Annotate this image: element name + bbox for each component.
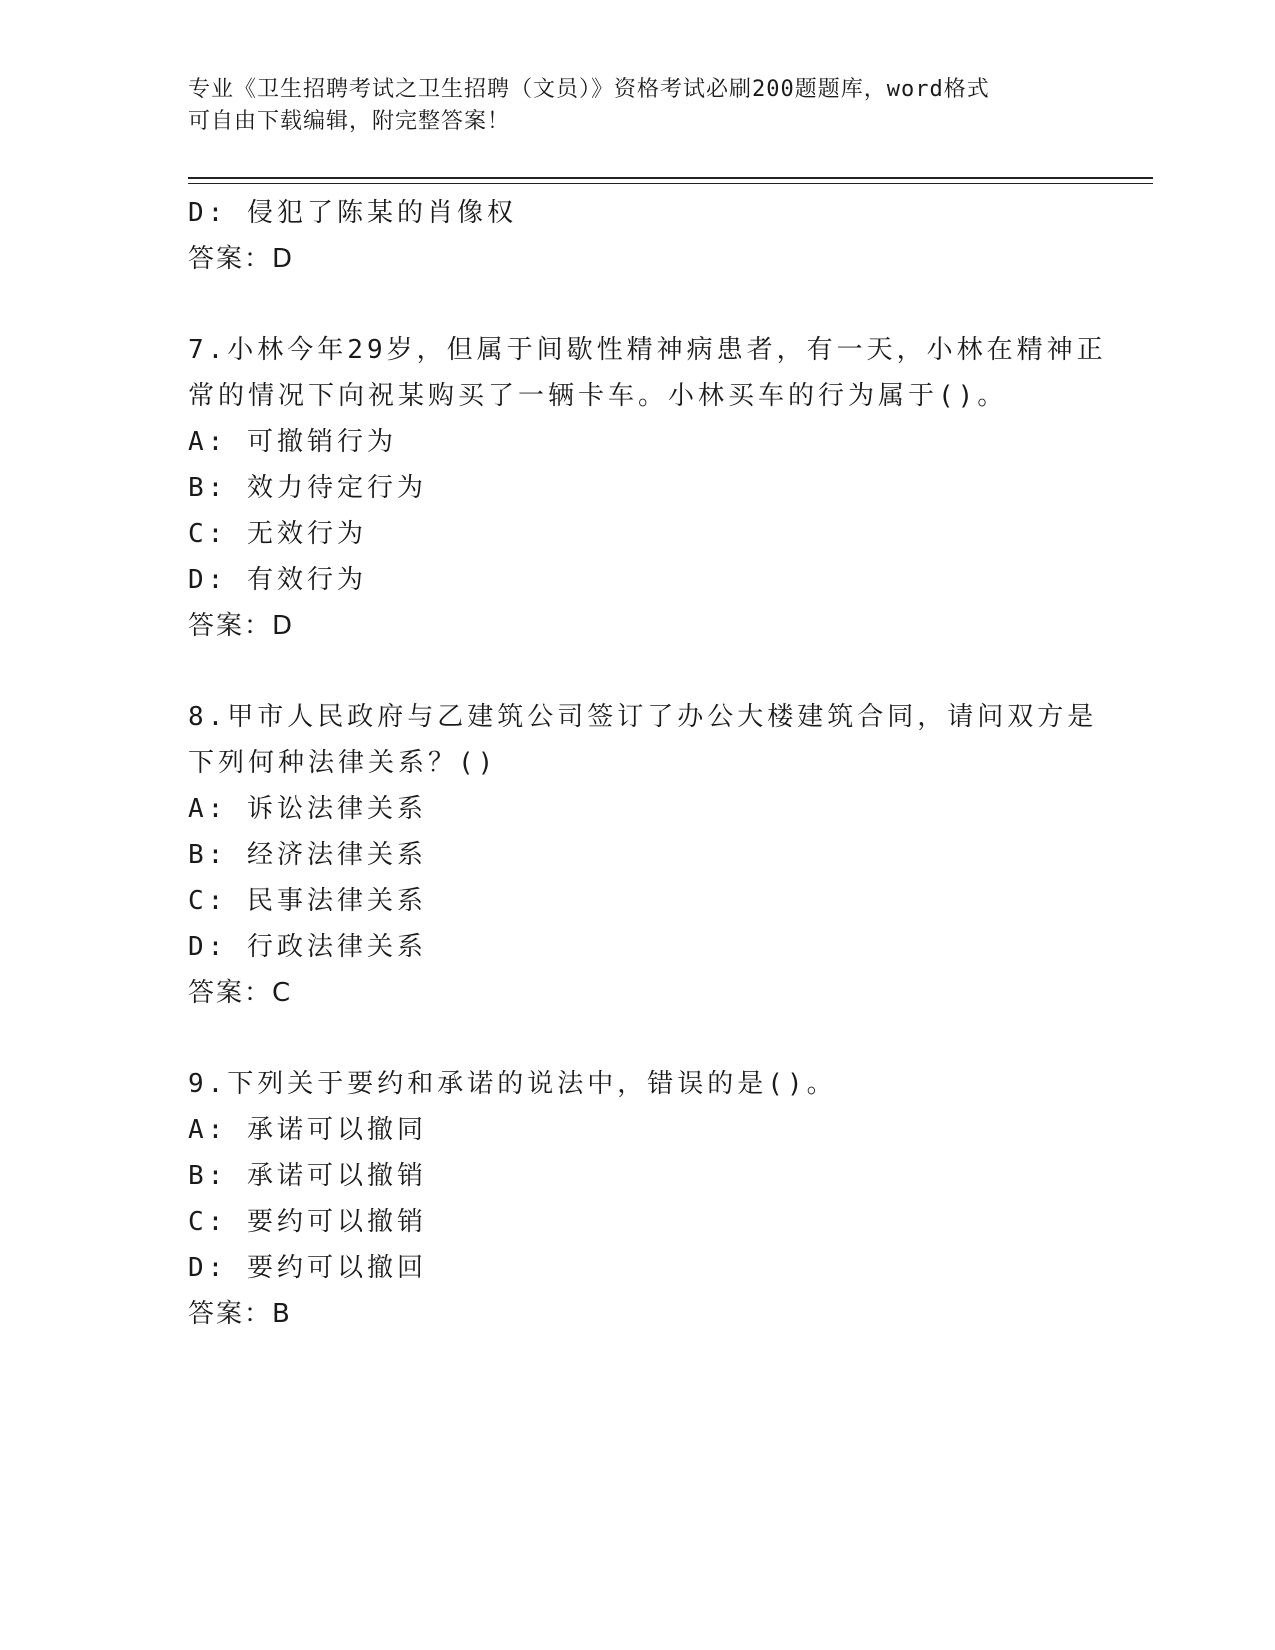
question-stem: 下列何种法律关系？(): [188, 748, 498, 778]
spacer: [188, 649, 1088, 694]
option-d: D: 行政法律关系: [188, 932, 427, 962]
header-rule-thick: [188, 177, 1153, 179]
answer-label: 答案：C: [188, 978, 293, 1008]
header-line-1: 专业《卫生招聘考试之卫生招聘（文员）》资格考试必刷200题题库，word格式: [188, 77, 990, 102]
option-c: C: 无效行为: [188, 519, 367, 549]
document-header: [188, 74, 1088, 138]
spacer: [188, 282, 1088, 327]
option-a: A: 可撤销行为: [188, 427, 397, 457]
option-d: D: 有效行为: [188, 565, 367, 595]
option-d: D: 要约可以撤回: [188, 1253, 427, 1283]
answer-label: 答案：D: [188, 244, 295, 274]
option-c: C: 民事法律关系: [188, 886, 427, 916]
answer-label: 答案：B: [188, 1299, 292, 1329]
option-b: B: 效力待定行为: [188, 473, 427, 503]
header-rule-thin: [188, 183, 1153, 184]
question-stem: 8.甲市人民政府与乙建筑公司签订了办公大楼建筑合同，请问双方是: [188, 702, 1098, 732]
question-stem: 7.小林今年29岁，但属于间歇性精神病患者，有一天，小林在精神正: [188, 335, 1107, 365]
option-c: C: 要约可以撤销: [188, 1207, 427, 1237]
question-stem: 9.下列关于要约和承诺的说法中，错误的是()。: [188, 1069, 837, 1099]
question-content: [188, 190, 1107, 1337]
option-b: B: 经济法律关系: [188, 840, 427, 870]
option-d: D: 侵犯了陈某的肖像权: [188, 198, 517, 228]
option-b: B: 承诺可以撤销: [188, 1161, 427, 1191]
option-a: A: 承诺可以撤同: [188, 1115, 427, 1145]
answer-label: 答案：D: [188, 611, 295, 641]
spacer: [188, 1016, 1088, 1061]
header-line-2: 可自由下载编辑，附完整答案！: [188, 109, 511, 134]
option-a: A: 诉讼法律关系: [188, 794, 427, 824]
question-stem: 常的情况下向祝某购买了一辆卡车。小林买车的行为属于()。: [188, 381, 1008, 411]
